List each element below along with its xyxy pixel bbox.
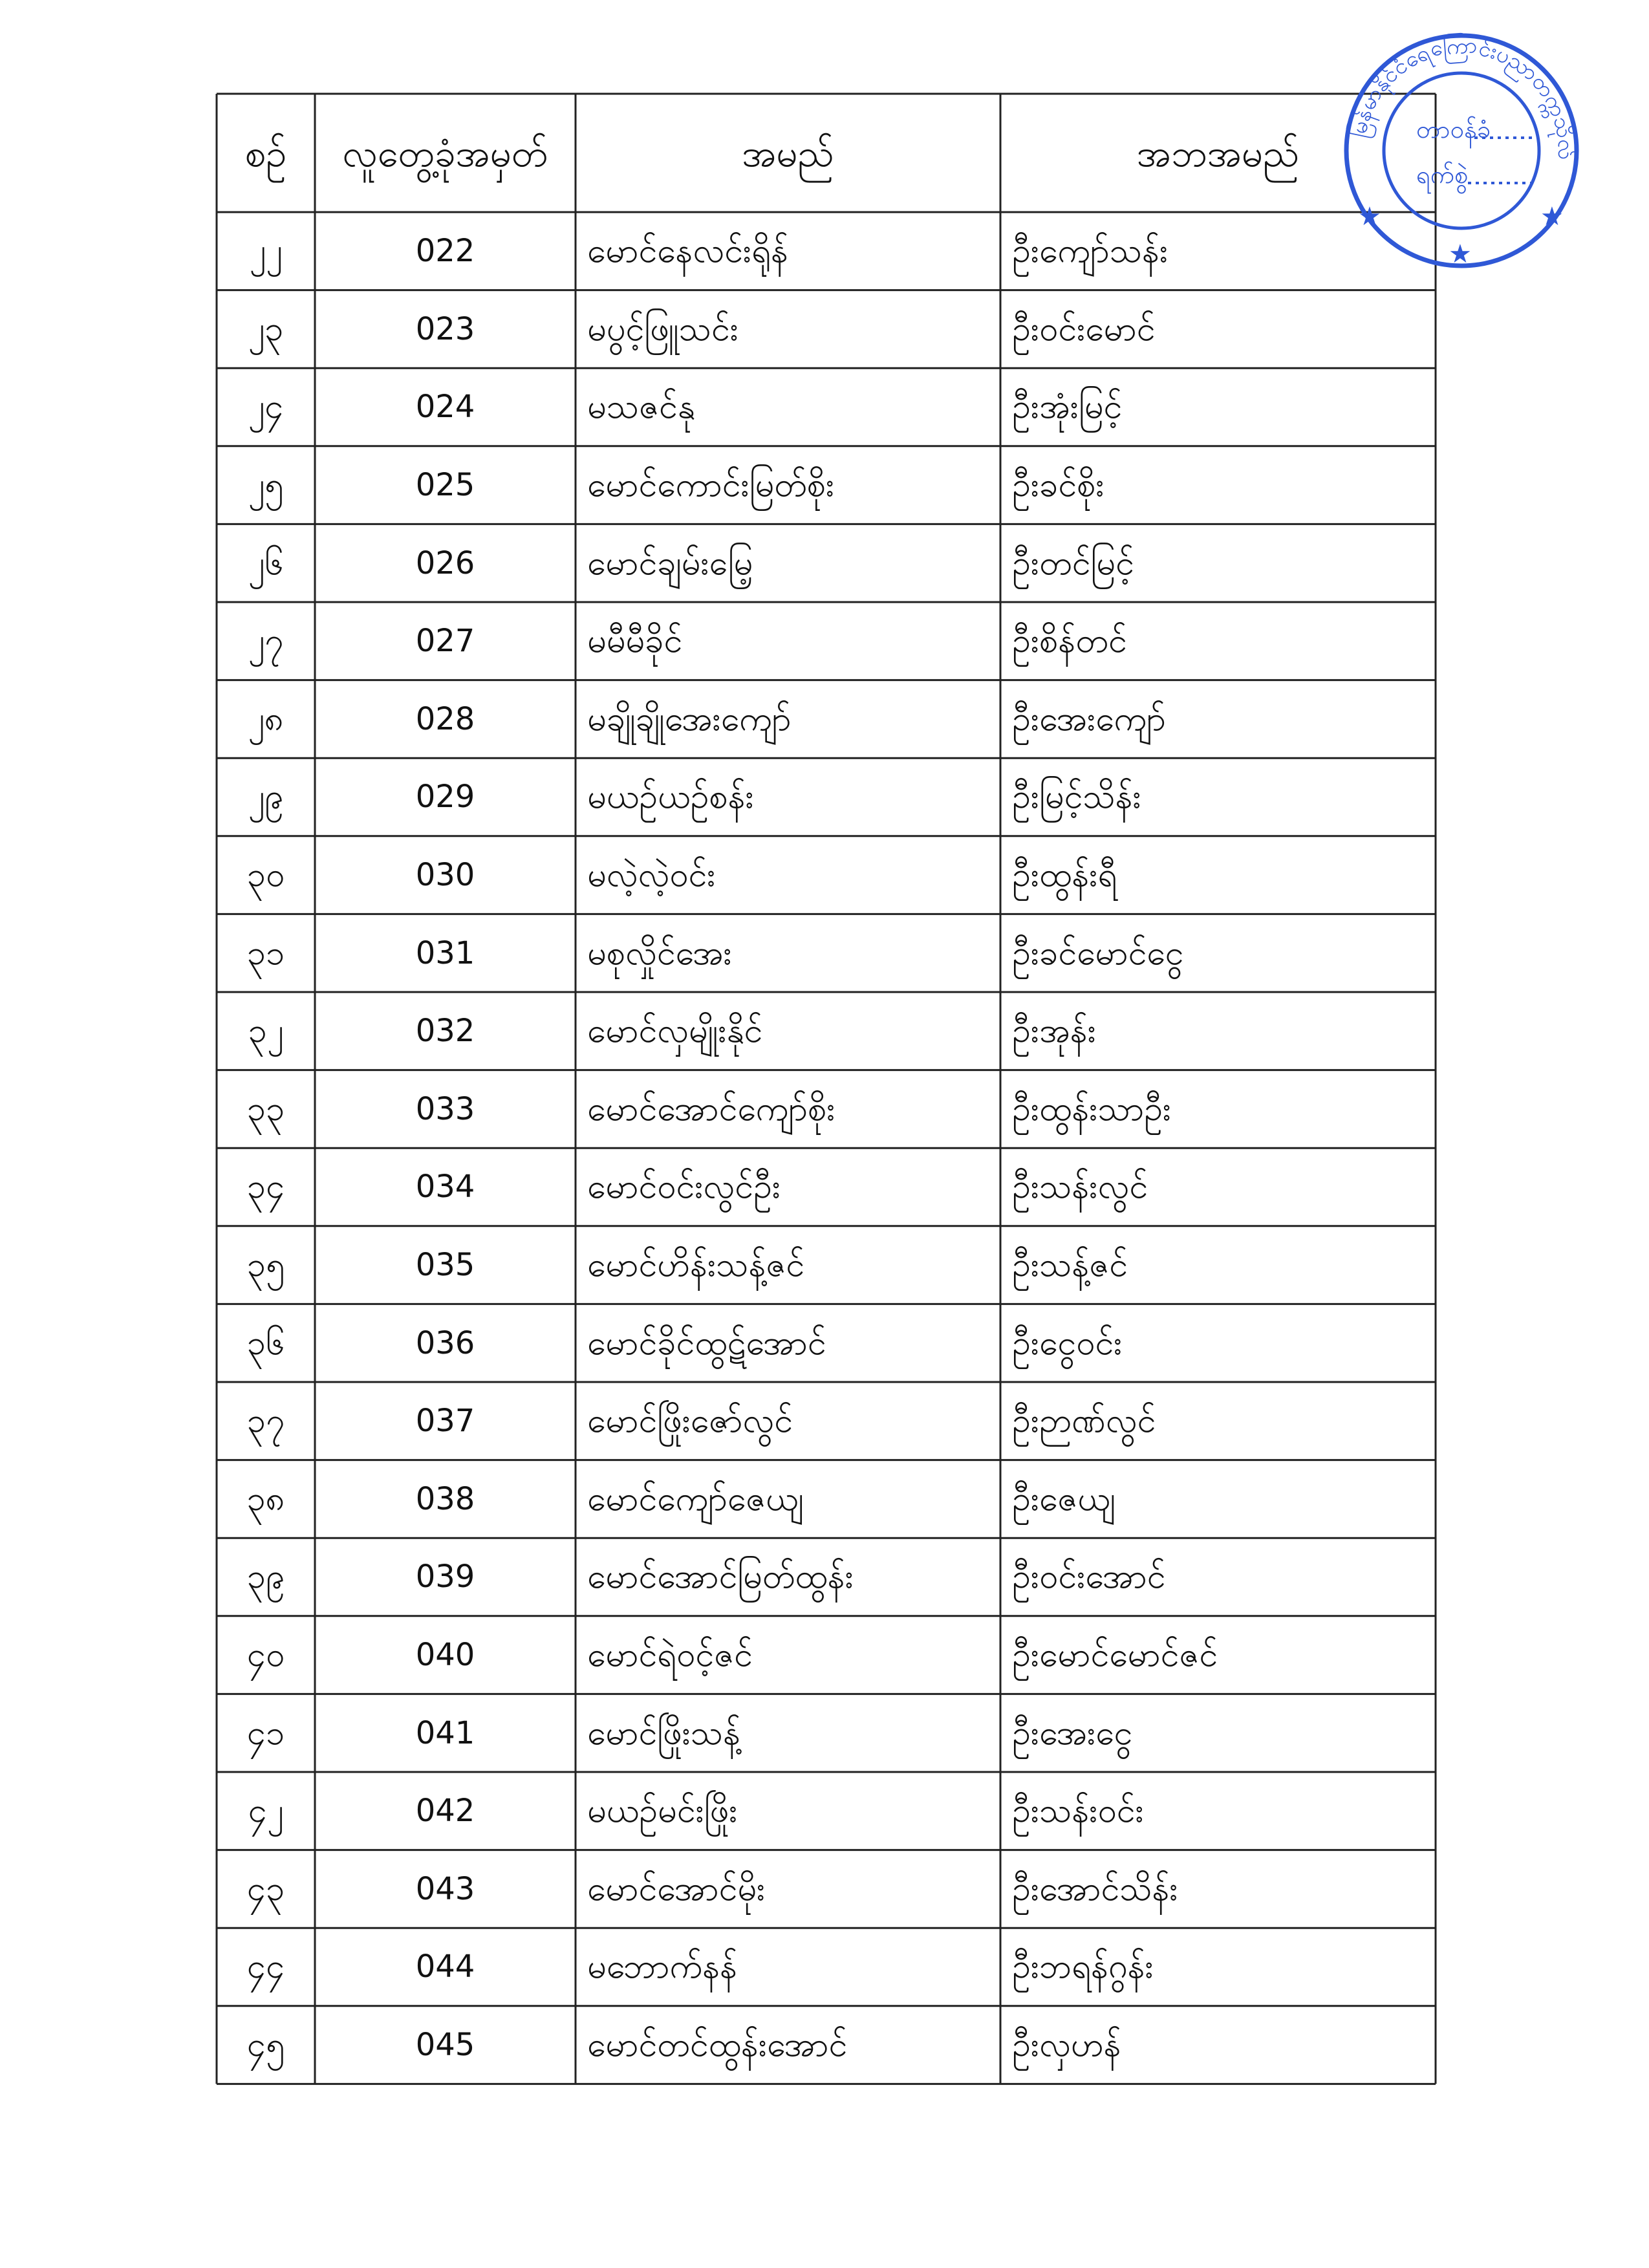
row-father-name: ဦးငွေဝင်း xyxy=(1012,1323,1123,1363)
header-name: အမည် xyxy=(742,131,834,175)
row-exam-no: 044 xyxy=(415,1949,475,1985)
row-exam-no: 030 xyxy=(415,857,475,894)
row-name: မောင်ဟိန်းသန့်ဇင် xyxy=(587,1246,805,1285)
row-no: ၃၉ xyxy=(246,1557,285,1597)
row-exam-no: 036 xyxy=(415,1324,475,1361)
row-name: မပွင့်ဖြူသင်း xyxy=(587,309,738,349)
row-no: ၄၀ xyxy=(246,1636,285,1675)
row-father-name: ဦးမောင်မောင်ဇင် xyxy=(1012,1636,1218,1675)
row-father-name: ဦးဝင်းအောင် xyxy=(1012,1557,1166,1597)
row-no: ၂၈ xyxy=(248,699,284,739)
row-name: မစုလှိုင်အေး xyxy=(587,933,732,973)
row-exam-no: 027 xyxy=(415,623,475,660)
row-name: မောင်ကောင်းမြတ်စိုး xyxy=(587,466,835,505)
seal-line-2: ရက်စွဲ xyxy=(1416,160,1469,189)
row-name: မောင်ဝင်းလွင်ဦး xyxy=(587,1167,781,1207)
row-exam-no: 037 xyxy=(415,1403,475,1440)
row-no: ၃၇ xyxy=(246,1401,285,1441)
row-name: မောင်လှမျိုးနိုင် xyxy=(587,1011,763,1051)
row-no: ၂၆ xyxy=(248,543,284,583)
row-father-name: ဦးတင်မြင့် xyxy=(1012,543,1134,583)
row-father-name: ဦးအောင်သိန်း xyxy=(1012,1869,1178,1908)
header-father-name: အဘအမည် xyxy=(1136,131,1300,175)
row-father-name: ဦးစိန်တင် xyxy=(1012,621,1127,661)
row-name: မောင်တင်ထွန်းအောင် xyxy=(587,2025,848,2065)
row-name: မောင်အောင်ကျော်စိုး xyxy=(587,1089,835,1129)
row-no: ၄၁ xyxy=(246,1713,285,1753)
row-name: မောင်အောင်မြတ်ထွန်း xyxy=(587,1557,854,1597)
row-name: မောင်ခိုင်ထွဋ်အောင် xyxy=(587,1323,826,1363)
header-no: စဉ် xyxy=(244,131,287,175)
row-exam-no: 043 xyxy=(415,1870,475,1907)
row-no: ၃၁ xyxy=(246,933,285,973)
row-no: ၄၅ xyxy=(246,2025,285,2065)
seal-ring-text: မြန်မာနိုင်ငံရေကြောင်းပညာတက္ကသိုလ် xyxy=(1345,32,1579,160)
row-father-name: ဦးအုံးမြင့် xyxy=(1012,387,1123,427)
row-father-name: ဦးကျော်သန်း xyxy=(1012,232,1169,271)
row-name: မချိုချိုအေးကျော် xyxy=(587,699,792,739)
row-no: ၄၃ xyxy=(246,1869,285,1908)
official-seal xyxy=(1339,31,1584,270)
row-name: မဘောက်နန် xyxy=(587,1947,738,1987)
row-exam-no: 029 xyxy=(415,779,475,815)
row-name: မောင်နေလင်းရိုန် xyxy=(587,232,788,271)
row-name: မောင်ကျော်ဇေယျ xyxy=(587,1479,804,1518)
row-no: ၂၉ xyxy=(248,777,284,817)
row-no: ၃၄ xyxy=(246,1167,285,1207)
row-name: မမီမီခိုင် xyxy=(587,621,683,661)
row-exam-no: 024 xyxy=(415,389,475,426)
row-father-name: ဦးအေးကျော် xyxy=(1012,699,1166,739)
row-no: ၂၅ xyxy=(248,466,284,505)
row-exam-no: 041 xyxy=(415,1714,475,1751)
row-father-name: ဦးသန်းဝင်း xyxy=(1012,1791,1144,1831)
row-exam-no: 039 xyxy=(415,1559,475,1595)
row-no: ၂၂ xyxy=(249,232,283,271)
seal-star-icon: ★ xyxy=(1540,202,1564,232)
row-exam-no: 026 xyxy=(415,545,475,581)
row-father-name: ဦးဉာဏ်လွင် xyxy=(1012,1401,1156,1441)
row-father-name: ဦးဘရန်ဂွန်း xyxy=(1012,1947,1154,1987)
row-father-name: ဦးအေးငွေ xyxy=(1012,1713,1133,1753)
seal-line-1: တာဝန်ခံ xyxy=(1416,115,1491,144)
row-no: ၃၆ xyxy=(246,1323,285,1363)
row-exam-no: 033 xyxy=(415,1090,475,1127)
row-no: ၄၄ xyxy=(246,1947,285,1987)
row-no: ၃၈ xyxy=(246,1479,285,1518)
row-father-name: ဦးလှဟန် xyxy=(1012,2025,1121,2065)
row-name: မောင်ဖြိုးဇော်လွင် xyxy=(587,1401,793,1441)
row-exam-no: 025 xyxy=(415,467,475,504)
row-father-name: ဦးသန်းလွင် xyxy=(1012,1167,1148,1207)
row-name: မလဲ့လဲ့ဝင်း xyxy=(587,856,716,895)
row-father-name: ဦးထွန်းရီ xyxy=(1012,856,1117,895)
row-no: ၂၇ xyxy=(248,621,284,661)
row-no: ၃၂ xyxy=(248,1011,284,1051)
row-exam-no: 042 xyxy=(415,1793,475,1830)
row-name: မယဉ်ယဉ်စန်း xyxy=(587,777,754,817)
row-father-name: ဦးမြင့်သိန်း xyxy=(1012,777,1141,817)
row-no: ၂၃ xyxy=(248,309,284,349)
row-father-name: ဦးခင်မောင်ငွေ xyxy=(1012,933,1184,973)
row-exam-no: 040 xyxy=(415,1637,475,1674)
row-exam-no: 032 xyxy=(415,1013,475,1050)
row-no: ၃၀ xyxy=(246,856,285,895)
row-exam-no: 034 xyxy=(415,1169,475,1205)
row-exam-no: 038 xyxy=(415,1480,475,1517)
row-father-name: ဦးသန့်ဇင် xyxy=(1012,1246,1128,1285)
row-no: ၂၄ xyxy=(248,387,284,427)
seal-star-icon: ★ xyxy=(1358,202,1381,232)
row-no: ၄၂ xyxy=(248,1791,284,1831)
row-exam-no: 028 xyxy=(415,700,475,737)
row-exam-no: 045 xyxy=(415,2027,475,2064)
header-exam-no: လူတွေ့ခုံအမှတ် xyxy=(342,131,548,175)
row-exam-no: 035 xyxy=(415,1247,475,1284)
row-no: ၃၅ xyxy=(246,1246,285,1285)
row-father-name: ဦးခင်စိုး xyxy=(1012,466,1105,505)
seal-star-icon: ★ xyxy=(1449,239,1472,269)
row-no: ၃၃ xyxy=(246,1089,285,1129)
row-name: မောင်အောင်မိုး xyxy=(587,1869,766,1908)
row-name: မယဉ်မင်းဖြိုး xyxy=(587,1791,738,1831)
row-name: မောင်ဖြိုးသန့် xyxy=(587,1713,740,1753)
row-father-name: ဦးဝင်းမောင် xyxy=(1012,309,1156,349)
row-father-name: ဦးအုန်း xyxy=(1012,1011,1096,1051)
row-exam-no: 022 xyxy=(415,233,475,270)
row-exam-no: 023 xyxy=(415,310,475,347)
row-name: မောင်ရဲဝင့်ဇင် xyxy=(587,1636,753,1675)
row-father-name: ဦးဇေယျ xyxy=(1012,1479,1116,1518)
row-name: မသဇင်နု xyxy=(587,387,695,427)
row-exam-no: 031 xyxy=(415,934,475,971)
row-father-name: ဦးထွန်းသာဦး xyxy=(1012,1089,1172,1129)
row-name: မောင်ချမ်းမြေ့ xyxy=(587,543,753,583)
